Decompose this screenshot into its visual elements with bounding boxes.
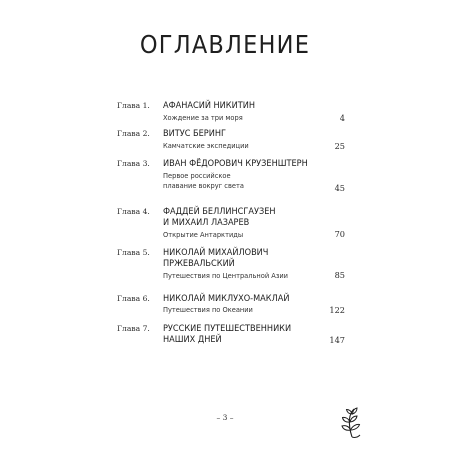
folio: – 3 – [216, 413, 234, 422]
chapter-subtitle: Путешествия по Центральной Азии [163, 271, 288, 280]
page-number: 122 [329, 305, 345, 315]
chapter-title: РУССКИЕ ПУТЕШЕСТВЕННИКИ НАШИХ ДНЕЙ [163, 324, 292, 345]
chapter-subtitle: Камчатские экспедиции [163, 141, 249, 150]
chapter-number: Глава 6. [117, 294, 150, 303]
chapter-title: НИКОЛАЙ МИКЛУХО-МАКЛАЙ [163, 294, 290, 304]
chapter-title: ФАДДЕЙ БЕЛЛИНСГАУЗЕН И МИХАИЛ ЛАЗАРЕВ [163, 207, 276, 228]
chapter-number: Глава 7. [117, 324, 150, 333]
chapter-title: АФАНАСИЙ НИКИТИН [163, 101, 255, 111]
page-number: 85 [334, 270, 345, 280]
chapter-subtitle: Путешествия по Океании [163, 305, 253, 314]
chapter-subtitle: Первое российское плавание вокруг света [163, 171, 244, 190]
chapter-title: НИКОЛАЙ МИХАЙЛОВИЧ ПРЖЕВАЛЬСКИЙ [163, 248, 269, 269]
page-number: 147 [329, 335, 345, 345]
page-number: 45 [334, 183, 345, 193]
page-title: ОГЛАВЛЕНИЕ [139, 30, 311, 59]
chapter-number: Глава 3. [117, 159, 150, 168]
chapter-title: ВИТУС БЕРИНГ [163, 129, 227, 139]
leaf-ornament-icon [340, 406, 366, 440]
chapter-number: Глава 4. [117, 207, 150, 216]
chapter-subtitle: Открытие Антарктиды [163, 230, 244, 239]
page-number: 25 [334, 141, 345, 151]
chapter-subtitle: Хождение за три моря [163, 113, 243, 122]
page-number: 4 [339, 113, 345, 123]
chapter-title: ИВАН ФЁДОРОВИЧ КРУЗЕНШТЕРН [163, 159, 308, 169]
chapter-number: Глава 2. [117, 129, 150, 138]
chapter-number: Глава 5. [117, 248, 150, 257]
page-number: 70 [334, 229, 345, 239]
chapter-number: Глава 1. [117, 101, 150, 110]
